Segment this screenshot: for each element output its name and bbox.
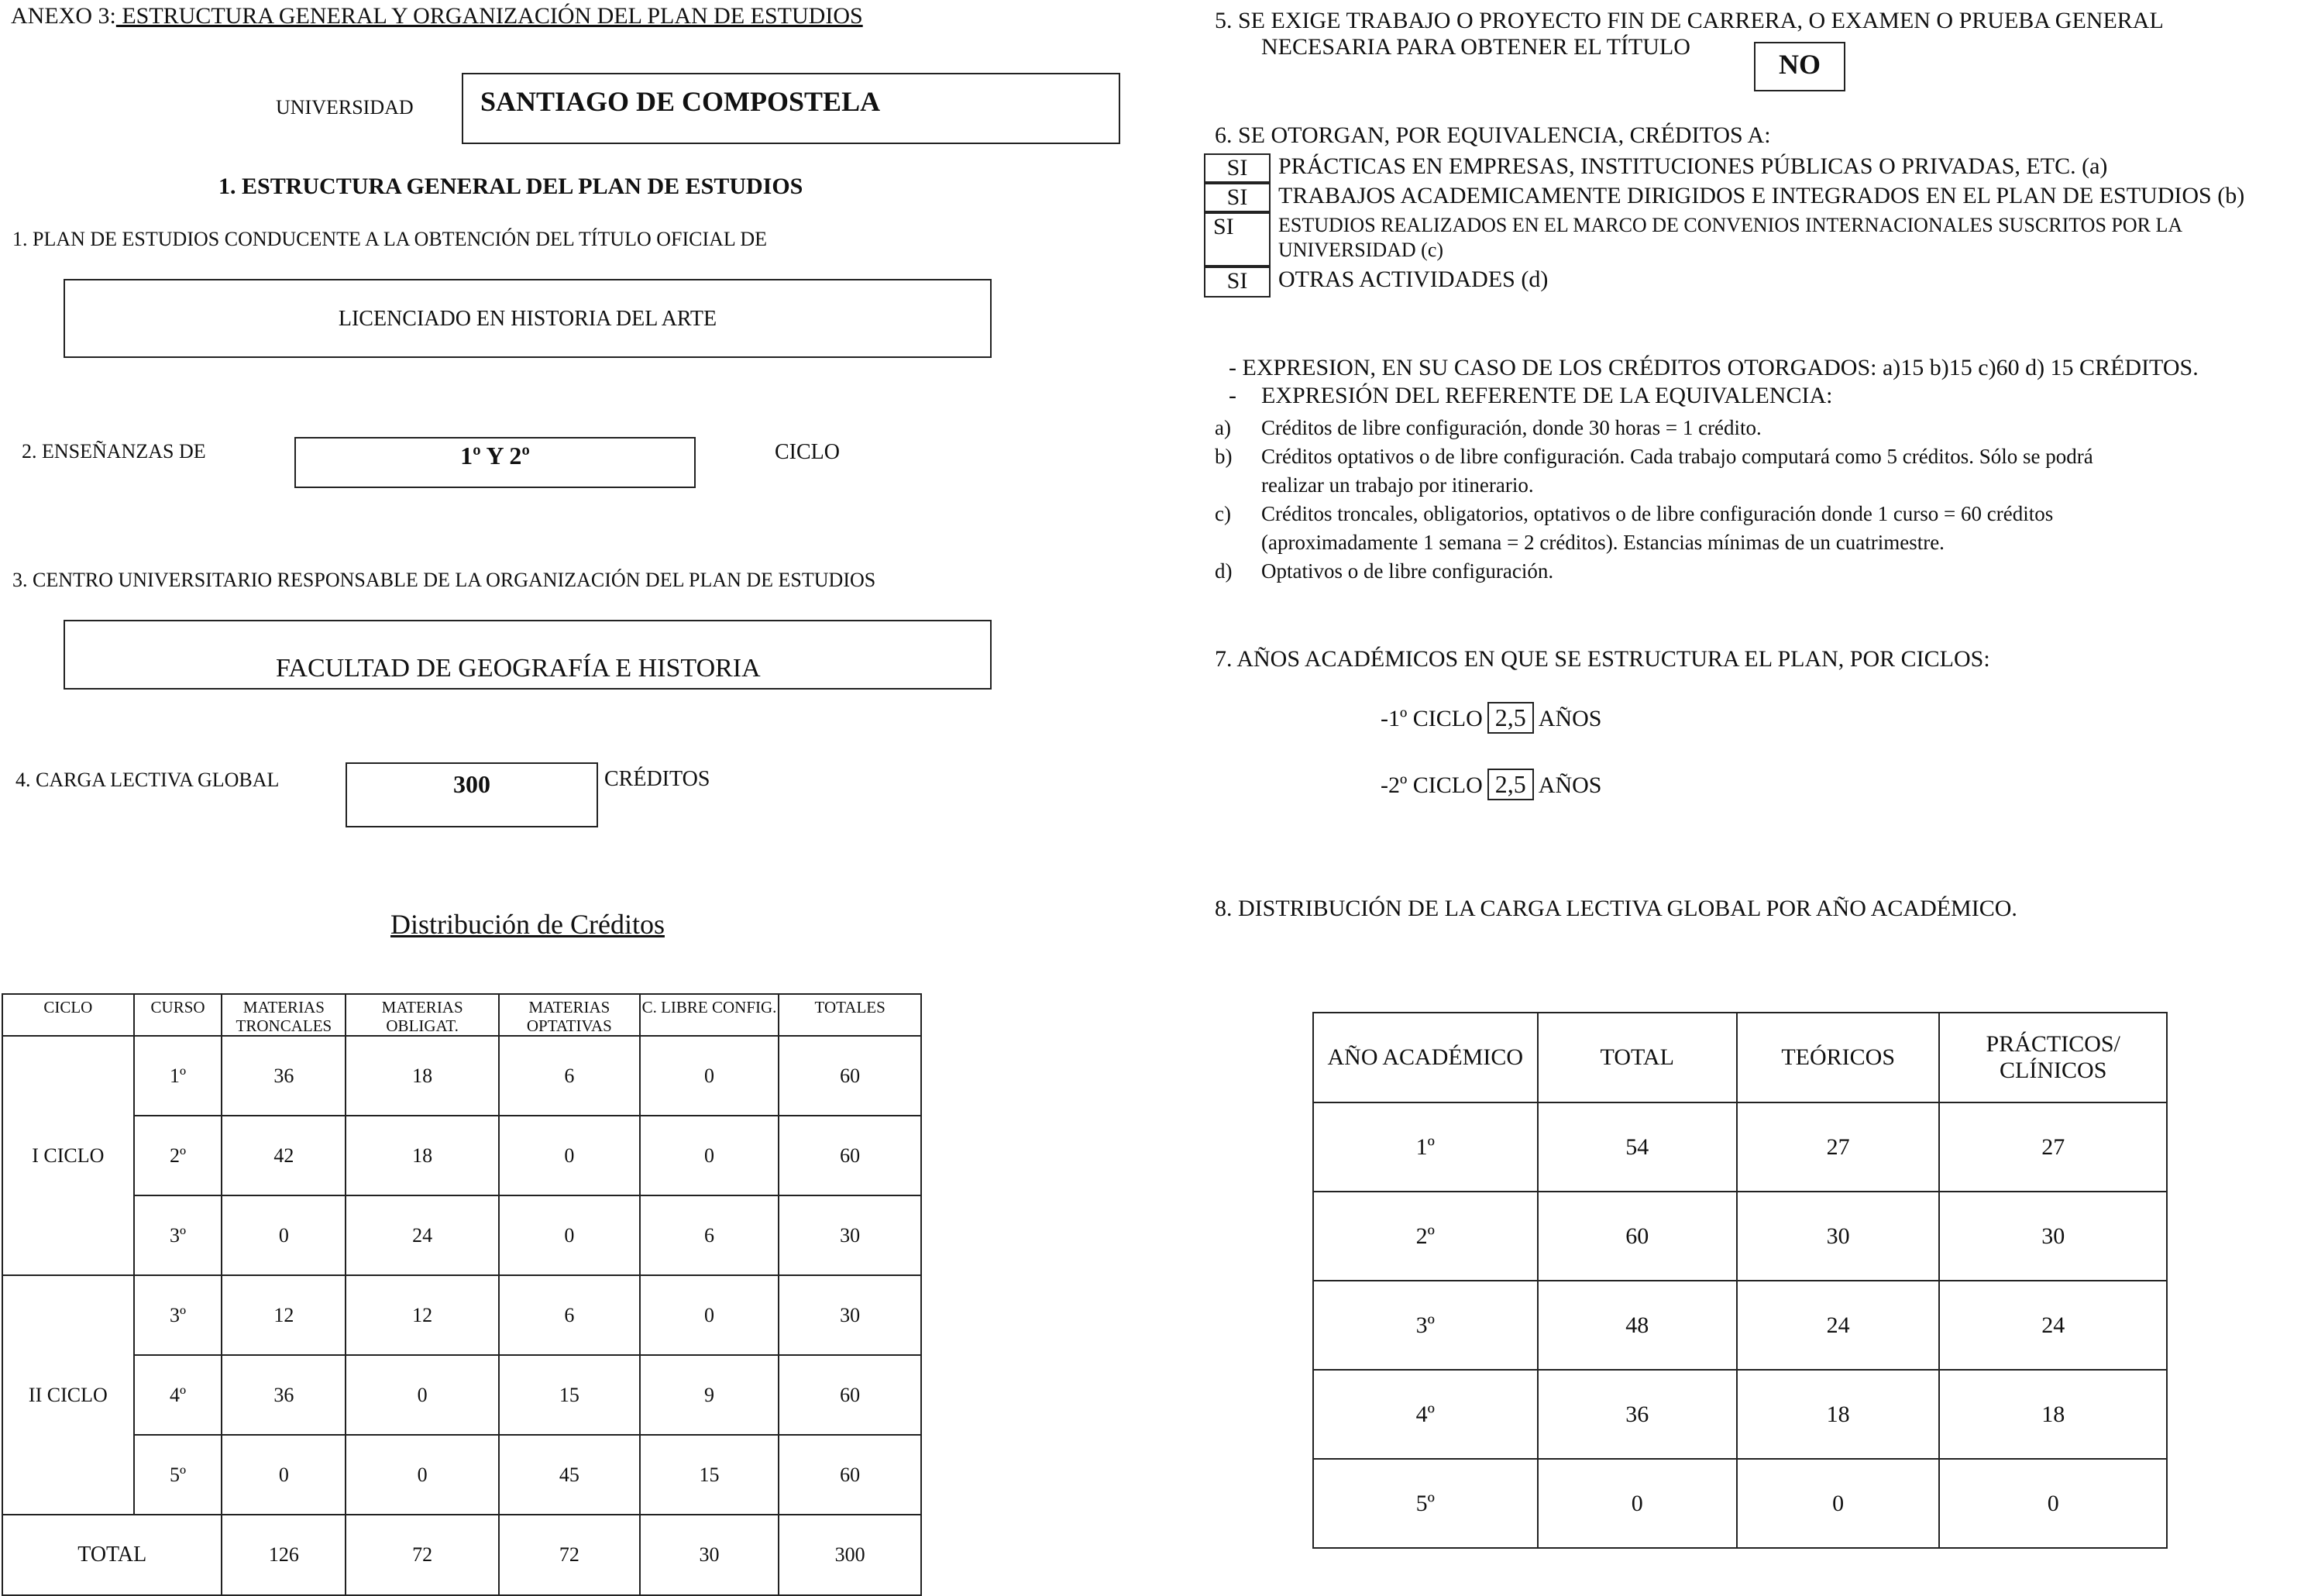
table-row — [2, 1435, 921, 1515]
table-row — [1313, 1102, 2167, 1192]
table-cell: 5º — [1313, 1459, 1538, 1548]
referent-dash: - — [1229, 383, 1236, 408]
table-cell: 60 — [779, 1116, 921, 1195]
header-theory: TEÓRICOS — [1737, 1013, 1940, 1102]
option-d-text: OTRAS ACTIVIDADES (d) — [1278, 267, 1549, 292]
option-c-text2: UNIVERSIDAD (c) — [1278, 239, 1444, 261]
table-cell: 60 — [1538, 1192, 1737, 1281]
table-cell: 0 — [640, 1036, 779, 1116]
table-cell: 0 — [1538, 1459, 1737, 1548]
table-row — [1313, 1370, 2167, 1459]
ciclo-cell: II CICLO — [2, 1275, 134, 1515]
header-year: AÑO ACADÉMICO — [1313, 1013, 1538, 1102]
table-cell: 42 — [222, 1116, 346, 1195]
item7-title: 7. AÑOS ACADÉMICOS EN QUE SE ESTRUCTURA EL PLAN, POR CICLOS: — [1215, 646, 1990, 672]
item1-label: 1. PLAN DE ESTUDIOS CONDUCENTE A LA OBTENCIÓN DEL TÍTULO OFICIAL DE — [12, 228, 767, 250]
item2-suffix: CICLO — [775, 440, 840, 464]
center-box — [64, 620, 992, 690]
table-cell: 36 — [222, 1355, 346, 1435]
table-cell: 0 — [640, 1275, 779, 1355]
table-cell: 36 — [1538, 1370, 1737, 1459]
ciclo1-unit: AÑOS — [1538, 706, 1602, 731]
item8-title: 8. DISTRIBUCIÓN DE LA CARGA LECTIVA GLOBAL POR AÑO ACADÉMICO. — [1215, 896, 2017, 921]
option-c-text: ESTUDIOS REALIZADOS EN EL MARCO DE CONVENIOS INTERNACIONALES SUSCRITOS POR LA — [1278, 214, 2183, 236]
section1-title: 1. ESTRUCTURA GENERAL DEL PLAN DE ESTUDIOS — [218, 174, 803, 199]
item3-label: 3. CENTRO UNIVERSITARIO RESPONSABLE DE LA ORGANIZACIÓN DEL PLAN DE ESTUDIOS — [12, 569, 876, 591]
header-totales: TOTALES — [779, 994, 921, 1036]
header-troncales: MATERIAS TRONCALES — [222, 994, 346, 1036]
equivalence-notes — [1215, 414, 2278, 586]
table-cell: 24 — [1939, 1281, 2167, 1370]
option-b-text: TRABAJOS ACADEMICAMENTE DIRIGIDOS E INTEGRADOS EN EL PLAN DE ESTUDIOS (b) — [1278, 183, 2245, 208]
referent-title: EXPRESIÓN DEL REFERENTE DE LA EQUIVALENCIA: — [1261, 383, 1833, 408]
cycles-box — [294, 437, 696, 488]
table-row — [1313, 1192, 2167, 1281]
table-cell: 0 — [499, 1116, 640, 1195]
table-cell: 30 — [779, 1195, 921, 1275]
table-cell: 45 — [499, 1435, 640, 1515]
annex-heading — [11, 3, 863, 29]
ciclo-cell: I CICLO — [2, 1036, 134, 1275]
table-cell: 60 — [779, 1355, 921, 1435]
final-project-box — [1754, 42, 1845, 91]
table-cell: 0 — [640, 1116, 779, 1195]
table-cell: 54 — [1538, 1102, 1737, 1192]
table-cell: 30 — [779, 1275, 921, 1355]
table-cell: 0 — [499, 1195, 640, 1275]
note-c: c) Créditos troncales, obligatorios, optativos o de libre configuración donde 1 curso = 60 créditos (aproximadamente 1 semana = 2 créditos). Estancias mínimas de un cuatrimestre. — [1215, 502, 2054, 554]
final-project-value: NO — [1779, 49, 1821, 80]
cycles-value: 1º Y 2º — [460, 442, 530, 470]
option-a-mark: SI — [1204, 153, 1271, 183]
annex-prefix: ANEXO 3: — [11, 3, 116, 29]
note-a: a) Créditos de libre configuración, donde 30 horas = 1 crédito. — [1215, 416, 1762, 439]
table-cell: 24 — [346, 1195, 499, 1275]
table-cell: 27 — [1737, 1102, 1940, 1192]
table-row — [2, 1195, 921, 1275]
table-cell: 60 — [779, 1435, 921, 1515]
option-b-mark: SI — [1204, 183, 1271, 212]
table-cell: 30 — [1737, 1192, 1940, 1281]
table-cell: 18 — [1737, 1370, 1940, 1459]
item5-line1: 5. SE EXIGE TRABAJO O PROYECTO FIN DE CARRERA, O EXAMEN O PRUEBA GENERAL — [1215, 8, 2164, 33]
header-ciclo: CICLO — [2, 994, 134, 1036]
table-cell: 0 — [346, 1435, 499, 1515]
table-cell: 6 — [640, 1195, 779, 1275]
table-cell: 60 — [779, 1036, 921, 1116]
ciclo2-label: -2º CICLO — [1381, 772, 1483, 798]
table-cell: 6 — [499, 1036, 640, 1116]
ciclo1-years: 2,5 — [1487, 702, 1534, 734]
table-cell: 30 — [1939, 1192, 2167, 1281]
table-cell: 0 — [1939, 1459, 2167, 1548]
table-cell: 2º — [1313, 1192, 1538, 1281]
center-value: FACULTAD DE GEOGRAFÍA E HISTORIA — [276, 654, 761, 683]
table-cell: 3º — [134, 1195, 222, 1275]
credits-table-header — [2, 994, 921, 1036]
option-d-mark: SI — [1204, 267, 1271, 298]
table-cell: 18 — [1939, 1370, 2167, 1459]
table-cell: 12 — [222, 1275, 346, 1355]
table-cell: 0 — [346, 1355, 499, 1435]
item6-title: 6. SE OTORGAN, POR EQUIVALENCIA, CRÉDITOS A: — [1215, 122, 1771, 148]
table-cell: 18 — [346, 1116, 499, 1195]
item4-label: 4. CARGA LECTIVA GLOBAL — [15, 769, 280, 791]
table-row — [1313, 1459, 2167, 1548]
year-table-header — [1313, 1013, 2167, 1102]
table-cell: 3º — [1313, 1281, 1538, 1370]
table-row — [1313, 1281, 2167, 1370]
table-row — [2, 1355, 921, 1435]
table-cell: 12 — [346, 1275, 499, 1355]
table-cell: 6 — [499, 1275, 640, 1355]
credits-table — [2, 993, 922, 1596]
header-optativas: MATERIAS OPTATIVAS — [499, 994, 640, 1036]
total-label: TOTAL — [2, 1515, 222, 1595]
header-curso: CURSO — [134, 994, 222, 1036]
ciclo1-row — [1381, 702, 1601, 734]
item5-line2: NECESARIA PARA OBTENER EL TÍTULO — [1261, 34, 1690, 60]
note-b: b) Créditos optativos o de libre configuración. Cada trabajo computará como 5 créditos. Sólo se podrá realizar un trabajo por itinerario. — [1215, 445, 2093, 497]
ciclo1-label: -1º CICLO — [1381, 706, 1483, 731]
table-row — [2, 1116, 921, 1195]
university-label: UNIVERSIDAD — [276, 96, 414, 119]
table-cell: 24 — [1737, 1281, 1940, 1370]
table-cell: 18 — [346, 1036, 499, 1116]
header-obligatorias: MATERIAS OBLIGAT. — [346, 994, 499, 1036]
table-cell: 15 — [640, 1435, 779, 1515]
table-cell: 300 — [779, 1515, 921, 1595]
table-cell: 5º — [134, 1435, 222, 1515]
table-cell: 27 — [1939, 1102, 2167, 1192]
university-value: SANTIAGO DE COMPOSTELA — [480, 86, 881, 117]
note-d: d) Optativos o de libre configuración. — [1215, 559, 1554, 583]
distribution-title: Distribución de Créditos — [390, 909, 665, 940]
year-table — [1312, 1012, 2168, 1549]
university-box — [462, 73, 1120, 144]
header-practice: PRÁCTICOS/ CLÍNICOS — [1939, 1013, 2167, 1102]
table-cell: 0 — [222, 1195, 346, 1275]
table-cell: 1º — [1313, 1102, 1538, 1192]
total-credits-value: 300 — [453, 770, 490, 798]
ciclo2-unit: AÑOS — [1538, 772, 1602, 798]
annex-title: ESTRUCTURA GENERAL Y ORGANIZACIÓN DEL PLAN DE ESTUDIOS — [115, 3, 863, 29]
item4-suffix: CRÉDITOS — [604, 767, 710, 791]
table-row — [2, 1036, 921, 1116]
table-cell: 72 — [346, 1515, 499, 1595]
degree-title-box — [64, 279, 992, 358]
option-a-text: PRÁCTICAS EN EMPRESAS, INSTITUCIONES PÚBLICAS O PRIVADAS, ETC. (a) — [1278, 153, 2108, 179]
table-cell: 4º — [134, 1355, 222, 1435]
header-total: TOTAL — [1538, 1013, 1737, 1102]
table-cell: 126 — [222, 1515, 346, 1595]
table-cell: 3º — [134, 1275, 222, 1355]
table-cell: 72 — [499, 1515, 640, 1595]
table-cell: 48 — [1538, 1281, 1737, 1370]
total-row — [2, 1515, 921, 1595]
table-cell: 30 — [640, 1515, 779, 1595]
item2-label: 2. ENSEÑANZAS DE — [22, 440, 206, 463]
table-cell: 4º — [1313, 1370, 1538, 1459]
table-cell: 0 — [1737, 1459, 1940, 1548]
table-cell: 1º — [134, 1036, 222, 1116]
table-cell: 2º — [134, 1116, 222, 1195]
credits-expression: - EXPRESION, EN SU CASO DE LOS CRÉDITOS OTORGADOS: a)15 b)15 c)60 d) 15 CRÉDITOS. — [1229, 355, 2199, 380]
ciclo2-row — [1381, 769, 1601, 800]
header-libre-config: C. LIBRE CONFIG. — [640, 994, 779, 1036]
ciclo2-years: 2,5 — [1487, 769, 1534, 800]
total-credits-box — [346, 762, 598, 827]
table-cell: 9 — [640, 1355, 779, 1435]
table-cell: 0 — [222, 1435, 346, 1515]
table-cell: 36 — [222, 1036, 346, 1116]
table-cell: 15 — [499, 1355, 640, 1435]
degree-title: LICENCIADO EN HISTORIA DEL ARTE — [338, 307, 717, 331]
option-c-mark: SI — [1204, 212, 1271, 267]
table-row — [2, 1275, 921, 1355]
